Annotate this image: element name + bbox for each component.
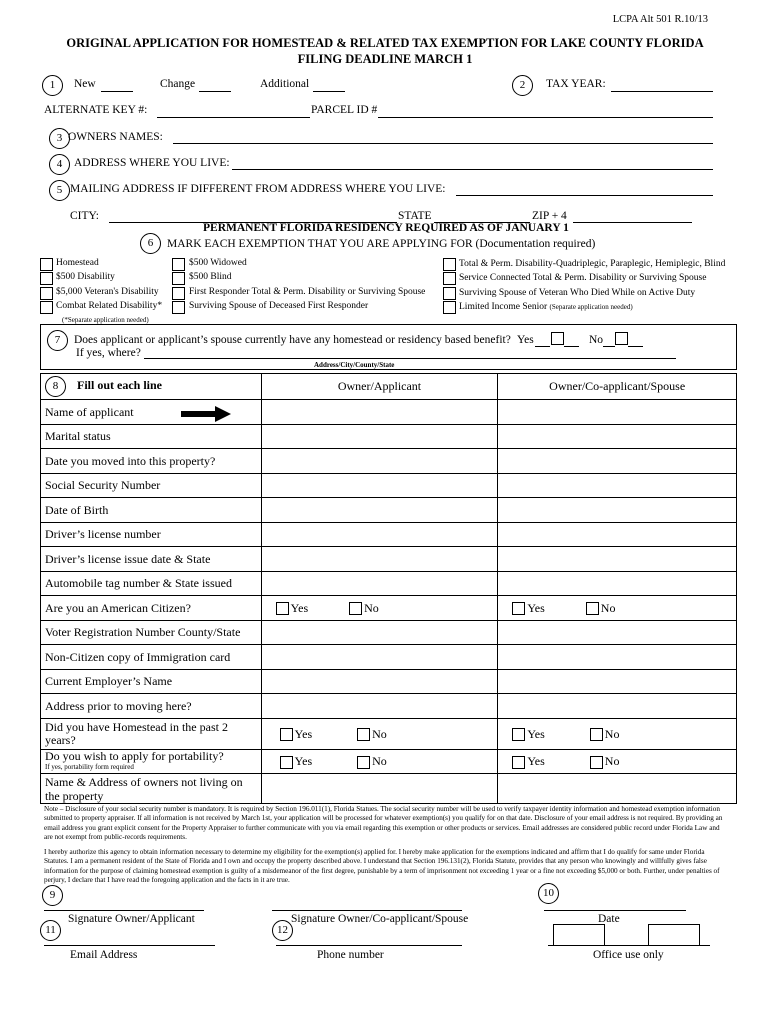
arrow-right-icon bbox=[181, 406, 231, 422]
coowner-signature-label: Signature Owner/Co-applicant/Spouse bbox=[291, 913, 469, 925]
total-perm-disability-label: Total & Perm. Disability-Quadriplegic, Paraplegic, Hemiplegic, Blind bbox=[459, 259, 726, 269]
owner-ssn-field[interactable] bbox=[261, 474, 498, 498]
mailing-address-field[interactable] bbox=[456, 195, 713, 196]
yes-label: Yes bbox=[294, 726, 313, 741]
date-line[interactable] bbox=[544, 910, 686, 911]
owner-move-date-field[interactable] bbox=[261, 449, 498, 474]
if-yes-where-field[interactable] bbox=[144, 358, 676, 359]
coowner-citizen-yes-checkbox[interactable] bbox=[512, 602, 525, 615]
no-label: No bbox=[600, 600, 616, 615]
phone-label: Phone number bbox=[317, 949, 384, 961]
coowner-dob-field[interactable] bbox=[498, 498, 737, 523]
combat-disability-checkbox[interactable] bbox=[40, 301, 53, 314]
homestead-label: Homestead bbox=[56, 258, 99, 268]
yes-label: Yes bbox=[527, 600, 545, 615]
coowner-license-field[interactable] bbox=[498, 523, 737, 547]
total-perm-disability-checkbox[interactable] bbox=[443, 258, 456, 271]
q7-yes-line bbox=[535, 346, 550, 347]
owner-immigration-field[interactable] bbox=[261, 645, 498, 670]
coowner-past-homestead-no-checkbox[interactable] bbox=[590, 728, 603, 741]
section-number-12: 12 bbox=[272, 920, 293, 941]
section-number-9: 9 bbox=[42, 885, 63, 906]
email-label: Email Address bbox=[70, 949, 138, 961]
owner-portability-cell bbox=[261, 750, 498, 774]
section-number-2: 2 bbox=[512, 75, 533, 96]
coowner-nonresident-field[interactable] bbox=[498, 774, 737, 804]
type-new-field[interactable] bbox=[101, 91, 133, 92]
coowner-citizen-no-checkbox[interactable] bbox=[586, 602, 599, 615]
declaration-text: I hereby authorize this agency to obtain information necessary to determine my eligibility for the exemption(s) applied for. I hereby make application for the exemptions indicated and affirm that I do qualify for same under Florida Statutes. I am a permanent resident of the State of Florida and I own and occupy the property described above. I understand that Section 196.131(2), Florida Statute, provides that any person who knowingly and willfully gives false information for the purpose of claiming homestead exemption is guilty of a misdemeanor of the first degree, punishable by a term of imprisonment not exceeding 1 year or a fine not exceeding $5,000 or both. Further, under penalties of perjury, I declare that I have read the foregoing application and the facts in it are true. bbox=[44, 848, 720, 885]
office-use-box-1 bbox=[553, 924, 605, 946]
mark-exemption-heading: MARK EACH EXEMPTION THAT YOU ARE APPLYING FOR (Documentation required) bbox=[167, 238, 596, 250]
disability-500-label: $500 Disability bbox=[56, 272, 115, 282]
service-connected-label: Service Connected Total & Perm. Disability or Surviving Spouse bbox=[459, 273, 707, 283]
first-responder-spouse-checkbox[interactable] bbox=[172, 301, 185, 314]
owner-nonresident-field[interactable] bbox=[261, 774, 498, 804]
coowner-move-date-field[interactable] bbox=[498, 449, 737, 474]
table-row-label: Date you moved into this property? bbox=[41, 449, 262, 474]
service-connected-checkbox[interactable] bbox=[443, 272, 456, 285]
coowner-past-homestead-cell bbox=[498, 719, 737, 750]
alternate-key-label: ALTERNATE KEY #: bbox=[44, 104, 148, 116]
table-row-label: Current Employer’s Name bbox=[41, 670, 262, 694]
limited-income-label: Limited Income Senior (Separate application needed) bbox=[459, 302, 633, 312]
owner-citizen-cell bbox=[261, 596, 498, 621]
widowed-label: $500 Widowed bbox=[189, 258, 247, 268]
table-row-label: Social Security Number bbox=[41, 474, 262, 498]
no-label: No bbox=[364, 600, 379, 615]
office-use-box-2 bbox=[648, 924, 700, 946]
table-row-label: Driver’s license number bbox=[41, 523, 262, 547]
form-title: ORIGINAL APPLICATION FOR HOMESTEAD & RELATED TAX EXEMPTION FOR LAKE COUNTY FLORIDA bbox=[66, 36, 704, 50]
table-row-label: Voter Registration Number County/State bbox=[41, 621, 262, 645]
no-label: No bbox=[604, 754, 620, 768]
owner-name-field[interactable] bbox=[261, 400, 498, 425]
widowed-checkbox[interactable] bbox=[172, 258, 185, 271]
section-number-4: 4 bbox=[49, 154, 70, 175]
section-number-7: 7 bbox=[47, 330, 68, 351]
owner-citizen-no-checkbox[interactable] bbox=[349, 602, 362, 615]
table-row-label: Are you an American Citizen? bbox=[41, 596, 262, 621]
coowner-voter-field[interactable] bbox=[498, 621, 737, 645]
table-row-label: Address prior to moving here? bbox=[41, 694, 262, 719]
first-responder-checkbox[interactable] bbox=[172, 287, 185, 300]
owner-voter-field[interactable] bbox=[261, 621, 498, 645]
type-additional-field[interactable] bbox=[313, 91, 345, 92]
ssn-disclosure-note: Note – Disclosure of your social security number is mandatory. It is required by Section 196.011(1), Florida Statues. The social security number will be used to verify taxpayer identity information and homestead exemption information submitted to property appraiser. If all information is not received by March 1st, your application will be processed for whatever exemption(s) you qualify for on that date. Disclosure of your email address is not required. By providing an email address you grant explicit consent for the Property Appraiser to further communicate with you via email regarding this exemption or other products or services. Email addresses are considered public record under Florida Law and are not exempt from public-records requirements. bbox=[44, 805, 723, 842]
veterans-disability-checkbox[interactable] bbox=[40, 287, 53, 300]
state-label: STATE bbox=[398, 210, 432, 222]
type-change-field[interactable] bbox=[199, 91, 231, 92]
coowner-portability-yes-checkbox[interactable] bbox=[512, 756, 525, 769]
q7-no-checkbox[interactable] bbox=[615, 332, 628, 345]
coowner-signature-line[interactable] bbox=[272, 910, 462, 911]
section-number-8: 8 bbox=[45, 376, 66, 397]
coowner-tag-field[interactable] bbox=[498, 572, 737, 596]
coowner-prior-address-field[interactable] bbox=[498, 694, 737, 719]
section-number-1: 1 bbox=[42, 75, 63, 96]
veterans-disability-label: $5,000 Veteran's Disability bbox=[56, 287, 159, 297]
blind-label: $500 Blind bbox=[189, 272, 232, 282]
table-row-label: Name & Address of owners not living on the property bbox=[41, 774, 262, 804]
coowner-employer-field[interactable] bbox=[498, 670, 737, 694]
address-field[interactable] bbox=[232, 169, 713, 170]
yes-label: Yes bbox=[527, 754, 545, 768]
parcel-id-label: PARCEL ID # bbox=[311, 104, 378, 116]
q7-no-label: No bbox=[589, 334, 604, 346]
email-line[interactable] bbox=[44, 945, 215, 946]
coowner-citizen-cell bbox=[498, 596, 737, 621]
no-label: No bbox=[372, 726, 387, 741]
owner-portability-no-checkbox[interactable] bbox=[357, 756, 370, 769]
section-number-6: 6 bbox=[140, 233, 161, 254]
address-caption: Address/City/County/State bbox=[314, 361, 395, 369]
coowner-ssn-field[interactable] bbox=[498, 474, 737, 498]
table-row-label bbox=[41, 400, 262, 425]
parcel-id-field[interactable] bbox=[378, 117, 713, 118]
fill-out-label: Fill out each line bbox=[77, 378, 162, 393]
zip-field[interactable] bbox=[573, 222, 692, 223]
owner-past-homestead-yes-checkbox[interactable] bbox=[280, 728, 293, 741]
disability-500-checkbox[interactable] bbox=[40, 272, 53, 285]
q7-no-line bbox=[603, 346, 615, 347]
yes-label: Yes bbox=[527, 726, 545, 741]
if-yes-where-label: If yes, where? bbox=[76, 347, 141, 359]
veteran-spouse-checkbox[interactable] bbox=[443, 287, 456, 300]
veteran-spouse-label: Surviving Spouse of Veteran Who Died While on Active Duty bbox=[459, 288, 696, 298]
table-row-label bbox=[41, 750, 262, 774]
type-new-label: New bbox=[74, 78, 96, 90]
limited-income-checkbox[interactable] bbox=[443, 301, 456, 314]
coowner-license-date-field[interactable] bbox=[498, 547, 737, 572]
owner-prior-address-field[interactable] bbox=[261, 694, 498, 719]
owners-names-label: OWNERS NAMES: bbox=[68, 131, 163, 143]
owner-column-header: Owner/Applicant bbox=[261, 374, 498, 400]
q7-no-line-2 bbox=[628, 346, 643, 347]
coowner-past-homestead-yes-checkbox[interactable] bbox=[512, 728, 525, 741]
owner-signature-line[interactable] bbox=[44, 910, 204, 911]
date-label: Date bbox=[598, 913, 620, 925]
blind-checkbox[interactable] bbox=[172, 272, 185, 285]
tax-year-label: TAX YEAR: bbox=[546, 78, 606, 90]
table-row-label: Marital status bbox=[41, 425, 262, 449]
tax-year-field[interactable] bbox=[611, 91, 713, 92]
section-number-3: 3 bbox=[49, 128, 70, 149]
owner-marital-field[interactable] bbox=[261, 425, 498, 449]
owner-dob-field[interactable] bbox=[261, 498, 498, 523]
section-number-10: 10 bbox=[538, 883, 559, 904]
alternate-key-field[interactable] bbox=[157, 117, 310, 118]
name-of-applicant-label: Name of applicant bbox=[45, 404, 134, 419]
section-number-11: 11 bbox=[40, 920, 61, 941]
phone-line[interactable] bbox=[276, 945, 462, 946]
no-label: No bbox=[604, 726, 620, 741]
q7-yes-label: Yes bbox=[517, 334, 534, 346]
fill-out-header bbox=[41, 374, 262, 400]
type-change-label: Change bbox=[160, 78, 196, 90]
table-row-label: Did you have Homestead in the past 2 years? bbox=[41, 719, 262, 750]
address-label: ADDRESS WHERE YOU LIVE: bbox=[74, 157, 230, 169]
section-number-5: 5 bbox=[49, 180, 70, 201]
first-responder-spouse-label: Surviving Spouse of Deceased First Responder bbox=[189, 301, 369, 311]
owner-license-date-field[interactable] bbox=[261, 547, 498, 572]
office-use-label: Office use only bbox=[593, 949, 664, 961]
combat-disability-label: Combat Related Disability* bbox=[56, 301, 163, 311]
mailing-address-label: MAILING ADDRESS IF DIFFERENT FROM ADDRESS WHERE YOU LIVE: bbox=[70, 183, 446, 195]
coowner-portability-no-checkbox[interactable] bbox=[590, 756, 603, 769]
owner-past-homestead-no-checkbox[interactable] bbox=[357, 728, 370, 741]
owner-citizen-yes-checkbox[interactable] bbox=[276, 602, 289, 615]
table-row-label: Automobile tag number & State issued bbox=[41, 572, 262, 596]
coowner-marital-field[interactable] bbox=[498, 425, 737, 449]
form-code: LCPA Alt 501 R.10/13 bbox=[612, 14, 708, 25]
table-row-label: Date of Birth bbox=[41, 498, 262, 523]
coowner-portability-cell bbox=[498, 750, 737, 774]
residency-heading: PERMANENT FLORIDA RESIDENCY REQUIRED AS OF JANUARY 1 bbox=[203, 222, 569, 234]
portability-note: If yes, portability form required bbox=[45, 762, 134, 771]
coowner-immigration-field[interactable] bbox=[498, 645, 737, 670]
homestead-benefit-question: Does applicant or applicant’s spouse currently have any homestead or residency based benefit? bbox=[74, 334, 511, 346]
portability-label: Do you wish to apply for portability? bbox=[45, 748, 224, 763]
owners-names-field[interactable] bbox=[173, 143, 713, 144]
no-label: No bbox=[372, 754, 387, 768]
table-row-label: Driver’s license issue date & State bbox=[41, 547, 262, 572]
type-additional-label: Additional bbox=[260, 78, 310, 90]
yes-label: Yes bbox=[294, 754, 313, 768]
q7-yes-line-2 bbox=[564, 346, 579, 347]
owner-past-homestead-cell bbox=[261, 719, 498, 750]
city-label: CITY: bbox=[70, 210, 99, 222]
first-responder-label: First Responder Total & Perm. Disability or Surviving Spouse bbox=[189, 287, 426, 297]
yes-label: Yes bbox=[290, 600, 309, 615]
zip-label: ZIP + 4 bbox=[532, 210, 567, 222]
applicant-info-table bbox=[40, 373, 737, 804]
homestead-checkbox[interactable] bbox=[40, 258, 53, 271]
separate-application-note: (*Separate application needed) bbox=[62, 316, 149, 324]
q7-yes-checkbox[interactable] bbox=[551, 332, 564, 345]
owner-signature-label: Signature Owner/Applicant bbox=[68, 913, 195, 925]
table-row-label: Non-Citizen copy of Immigration card bbox=[41, 645, 262, 670]
coowner-name-field[interactable] bbox=[498, 400, 737, 425]
owner-employer-field[interactable] bbox=[261, 670, 498, 694]
form-subtitle: FILING DEADLINE MARCH 1 bbox=[297, 52, 473, 66]
owner-tag-field[interactable] bbox=[261, 572, 498, 596]
owner-portability-yes-checkbox[interactable] bbox=[280, 756, 293, 769]
coowner-column-header: Owner/Co-applicant/Spouse bbox=[498, 374, 737, 400]
owner-license-field[interactable] bbox=[261, 523, 498, 547]
